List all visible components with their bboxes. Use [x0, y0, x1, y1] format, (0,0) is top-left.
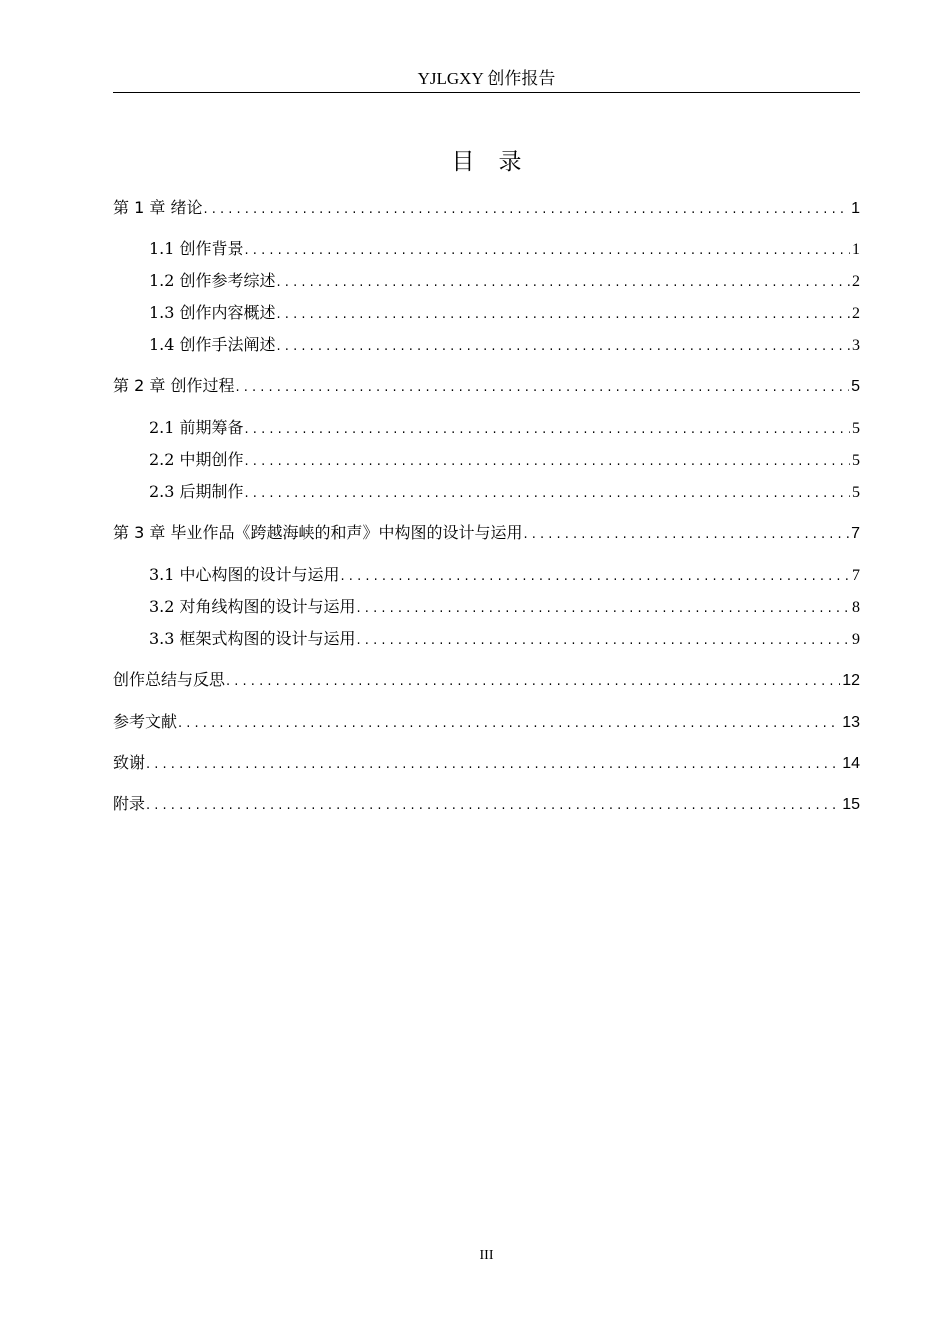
toc-dot-leader: [245, 422, 850, 437]
toc-chapter-entry[interactable]: [113, 791, 860, 813]
toc-entry-label: 第 1 章 绪论: [113, 198, 203, 217]
toc-entry-label: 2.3 后期制作: [149, 482, 244, 501]
toc-entry-label: 创作总结与反思: [113, 670, 226, 689]
toc-dot-leader: [235, 380, 849, 395]
toc-entry-page: 2: [852, 305, 860, 322]
toc-dot-leader: [245, 486, 850, 501]
toc-entry-page: 1: [851, 200, 860, 217]
running-header: YJLGXY 创作报告: [417, 69, 556, 88]
toc-entry-label: 附录: [113, 794, 146, 813]
toc-entry-label: 第 3 章 毕业作品《跨越海峡的和声》中构图的设计与运用: [113, 523, 523, 542]
toc-chapter-entry[interactable]: [113, 195, 860, 217]
toc-entry-page: 1: [852, 241, 860, 258]
toc-dot-leader: [245, 243, 850, 258]
toc-section-entry[interactable]: [149, 268, 860, 290]
toc-dot-leader: [226, 674, 840, 689]
toc-entry-label: 致谢: [113, 753, 146, 772]
toc-title: 目录: [451, 149, 546, 175]
toc-dot-leader: [245, 454, 850, 469]
toc-entry-page: 8: [852, 599, 860, 616]
toc-entry-label: 参考文献: [113, 712, 178, 731]
toc-entry-label: 2.1 前期筹备: [149, 418, 244, 437]
page-number: III: [479, 1248, 494, 1263]
toc-entry-label: 3.2 对角线构图的设计与运用: [149, 597, 356, 616]
toc-entry-page: 13: [842, 714, 860, 731]
toc-section-entry[interactable]: [149, 562, 860, 584]
toc-entry-page: 5: [851, 378, 860, 395]
toc-chapter-entry[interactable]: [113, 667, 860, 689]
toc-entry-page: 14: [842, 755, 860, 772]
toc-entry-page: 5: [852, 452, 860, 469]
toc-entry-label: 1.4 创作手法阐述: [149, 335, 276, 354]
toc-dot-leader: [357, 633, 850, 648]
toc-section-entry[interactable]: [149, 236, 860, 258]
toc-entry-label: 3.1 中心构图的设计与运用: [149, 565, 340, 584]
toc-dot-leader: [178, 716, 840, 731]
toc-section-entry[interactable]: [149, 300, 860, 322]
toc-dot-leader: [146, 757, 840, 772]
toc-entry-label: 1.3 创作内容概述: [149, 303, 276, 322]
toc-section-entry[interactable]: [149, 594, 860, 616]
toc-entry-page: 7: [852, 567, 860, 584]
toc-section-entry[interactable]: [149, 415, 860, 437]
toc-dot-leader: [277, 275, 850, 290]
toc-section-entry[interactable]: [149, 332, 860, 354]
toc-section-entry[interactable]: [149, 479, 860, 501]
toc-entry-label: 3.3 框架式构图的设计与运用: [149, 629, 356, 648]
toc-section-entry[interactable]: [149, 447, 860, 469]
toc-chapter-entry[interactable]: [113, 750, 860, 772]
toc-entry-label: 第 2 章 创作过程: [113, 376, 235, 395]
toc-dot-leader: [357, 601, 850, 616]
toc-entry-page: 5: [852, 420, 860, 437]
toc-entry-page: 5: [852, 484, 860, 501]
toc-entry-label: 1.2 创作参考综述: [149, 271, 276, 290]
toc-chapter-entry[interactable]: [113, 520, 860, 542]
toc-chapter-entry[interactable]: [113, 373, 860, 395]
toc-dot-leader: [203, 202, 849, 217]
toc-entry-page: 3: [852, 337, 860, 354]
toc-entry-label: 1.1 创作背景: [149, 239, 244, 258]
toc-entry-label: 2.2 中期创作: [149, 450, 244, 469]
toc-section-entry[interactable]: [149, 626, 860, 648]
toc-entry-page: 9: [852, 631, 860, 648]
toc-dot-leader: [277, 307, 850, 322]
toc-entry-page: 15: [842, 796, 860, 813]
toc-dot-leader: [277, 339, 850, 354]
toc-entry-page: 2: [852, 273, 860, 290]
toc-dot-leader: [146, 798, 840, 813]
toc-entry-page: 12: [842, 672, 860, 689]
toc-chapter-entry[interactable]: [113, 709, 860, 731]
toc-entry-page: 7: [851, 525, 860, 542]
toc-dot-leader: [341, 569, 850, 584]
toc-dot-leader: [523, 527, 849, 542]
